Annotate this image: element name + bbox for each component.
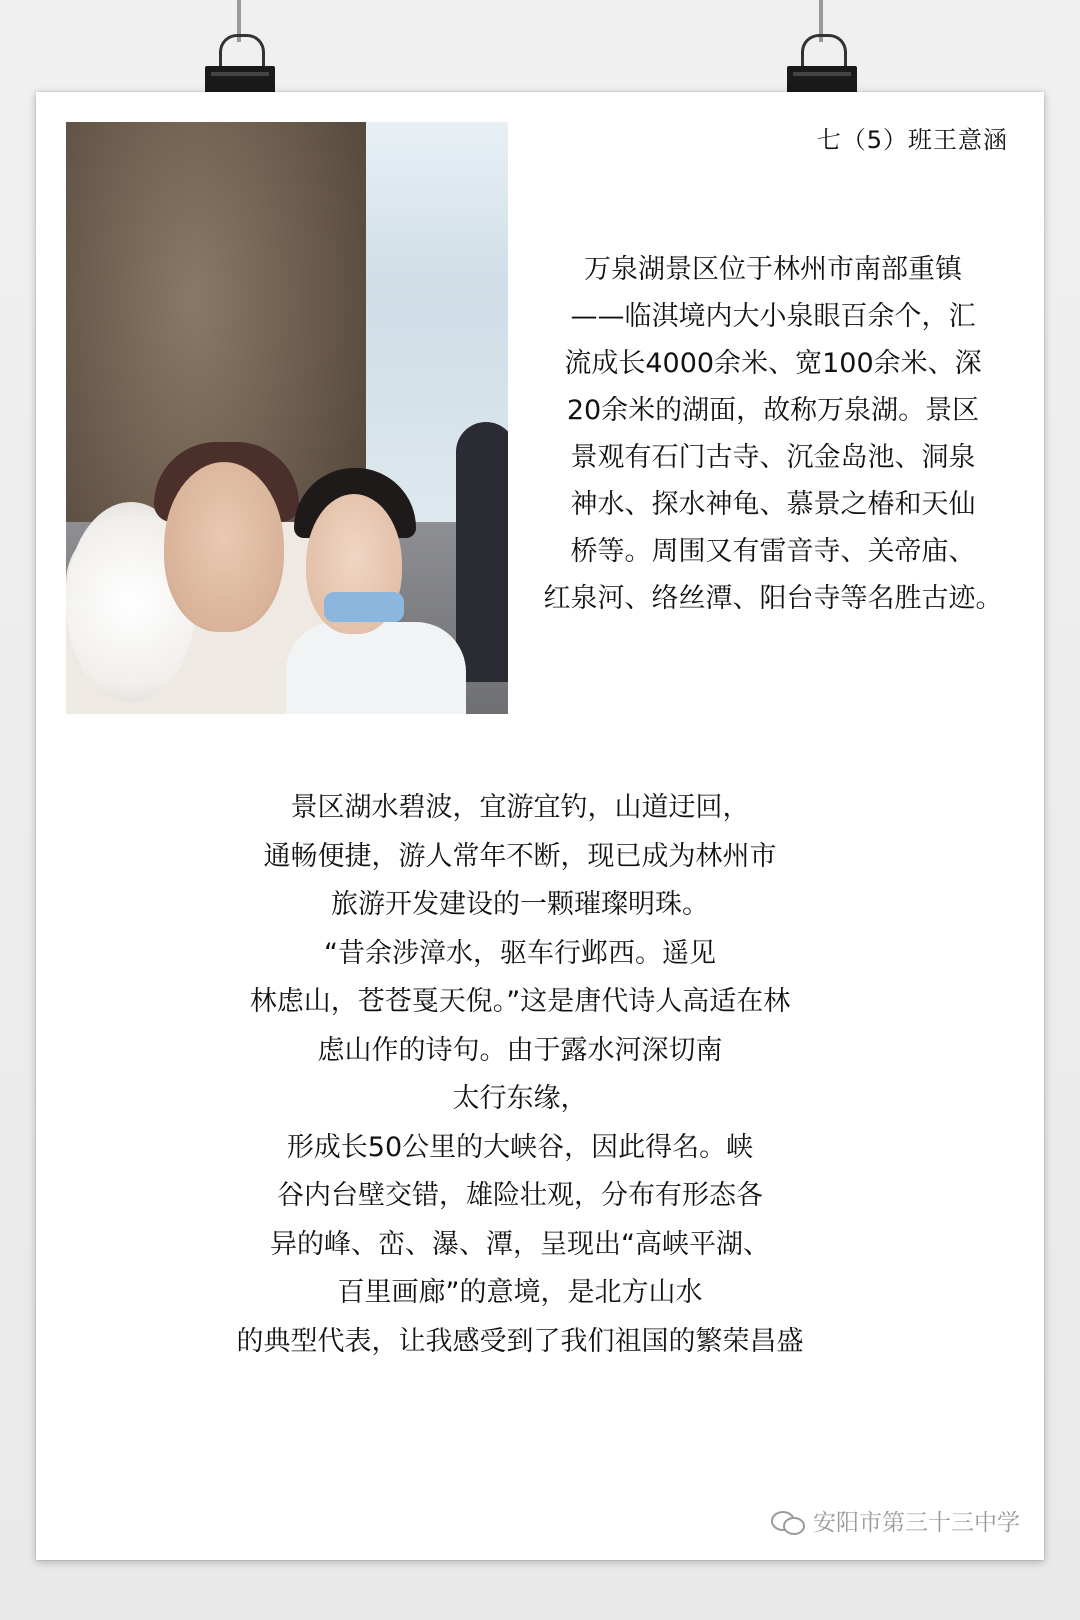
intro-line: 桥等。周围又有雷音寺、关帝庙、 [570,536,976,567]
intro-line: 20余米的湖面，故称万泉湖。景区 [566,395,980,426]
account-name: 安阳市第三十三中学 [813,1510,1020,1536]
wechat-icon [771,1509,805,1533]
body-line: 林虑山，苍苍戛天倪。”这是唐代诗人高适在林 [249,986,791,1017]
intro-line: ——临淇境内大小泉眼百余个，汇 [570,301,976,332]
body-paragraph [160,784,880,1366]
body-line: 的典型代表，让我感受到了我们祖国的繁荣昌盛 [236,1325,804,1357]
body-line: 百里画廊”的意境，是北方山水 [337,1277,703,1308]
intro-line: 景观有石门古寺、沉金岛池、洞泉 [570,442,976,473]
intro-line: 万泉湖景区位于林州市南部重镇 [584,254,962,285]
body-line: 谷内台壁交错，雄险壮观，分布有形态各 [277,1180,763,1211]
body-line: 景区湖水碧波，宜游宜钓，山道迂回， [290,792,750,823]
intro-paragraph [500,246,1046,622]
intro-line: 红泉河、络丝潭、阳台寺等名胜古迹。 [543,583,1003,614]
selfie-photo [66,122,508,714]
body-line: 虑山作的诗句。由于露水河深切南 [317,1034,723,1066]
intro-line: 神水、探水神龟、慕景之椿和天仙 [570,489,976,520]
body-line: 异的峰、峦、瀑、潭，呈现出“高峡平湖、 [270,1228,770,1260]
body-line: 太行东缘， [452,1083,588,1114]
body-line: 通畅便捷，游人常年不断，现已成为林州市 [263,840,777,872]
account-watermark [771,1504,1020,1537]
author-label: 七（5）班王意涵 [816,126,1008,154]
intro-line: 流成长4000余米、宽100余米、深 [564,348,982,379]
body-line: 旅游开发建设的一颗璀璨明珠。 [331,889,709,920]
body-line: “昔余涉漳水，驱车行邺西。遥见 [324,937,716,969]
body-line: 形成长50公里的大峡谷，因此得名。峡 [286,1131,754,1163]
